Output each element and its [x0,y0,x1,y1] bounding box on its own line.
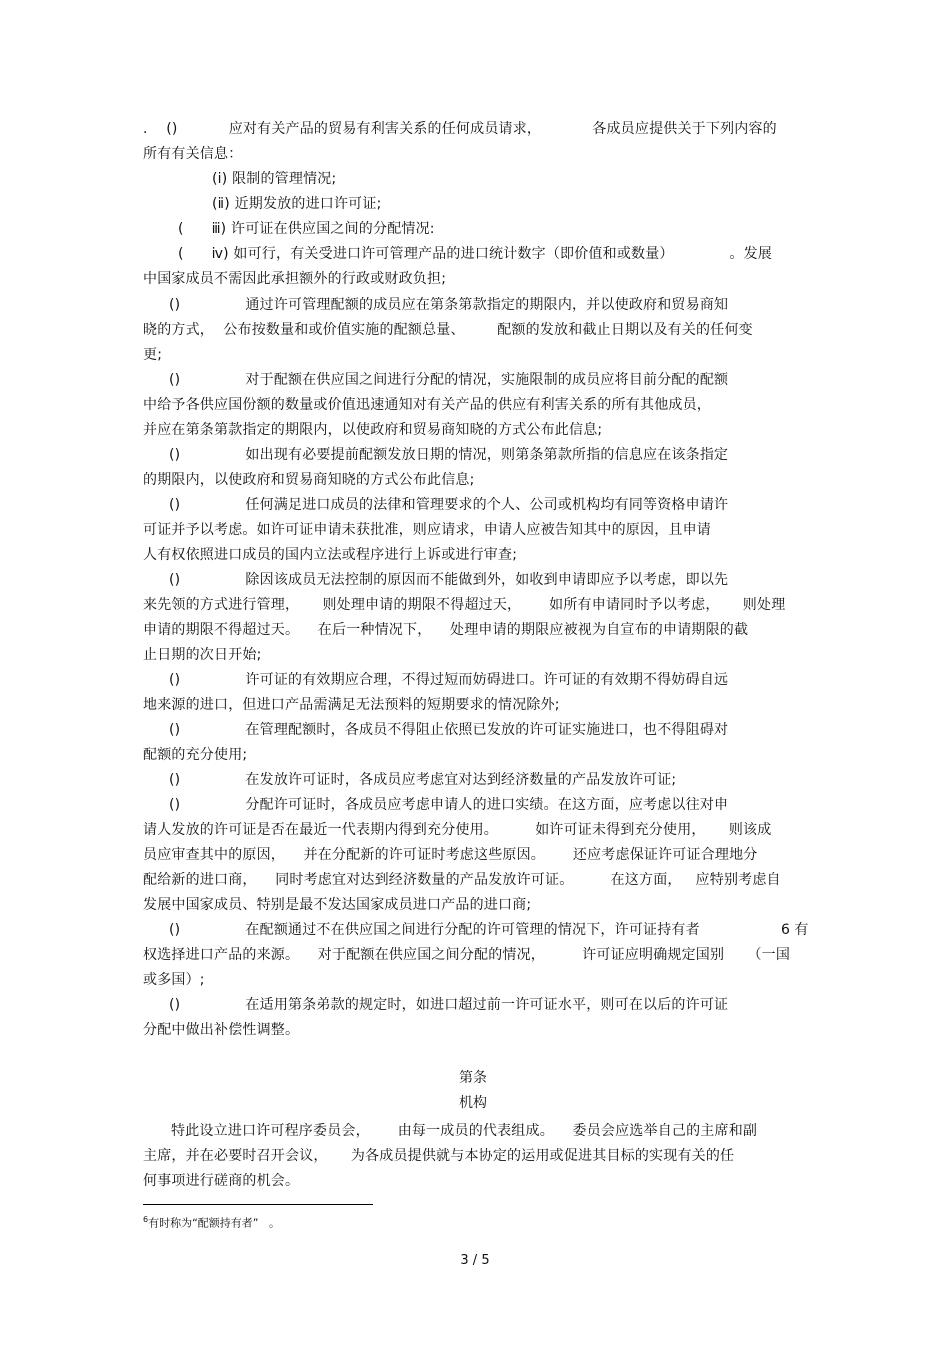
body-line: 主席，并在必要时召开会议， 为各成员提供就与本协定的运用或促进其目标的实现有关的任 [143,1148,735,1164]
page-number: 3 / 5 [460,1253,490,1268]
body-line: 配额的充分使用; [143,747,248,763]
body-line: 并应在第条第款指定的期限内，以使政府和贸易商知晓的方式公布此信息; [143,422,603,438]
body-line: () 任何满足进口成员的法律和管理要求的个人、公司或机构均有同等资格申请许 [169,497,729,513]
body-line: () 在配额通过不在供应国之间进行分配的许可管理的情况下，许可证持有者 [169,922,700,938]
body-line: () 分配许可证时，各成员应考虑申请人的进口实绩。在这方面，应考虑以往对申 [169,797,729,813]
body-line: 何事项进行磋商的机会。 [143,1173,300,1189]
body-line: ( ⅳ) 如可行，有关受进口许可管理产品的进口统计数字（即价值和或数量） 。发展 [178,246,773,262]
body-line: 发展中国家成员、特别是最不发达国家成员进口产品的进口商; [143,897,532,913]
article-heading: 第条 [459,1070,487,1086]
body-line: 人有权依照进口成员的国内立法或程序进行上诉或进行审查; [143,547,518,563]
body-line: ( ⅲ) 许可证在供应国之间的分配情况: [178,221,435,237]
body-line: 中给予各供应国份额的数量或价值迅速通知对有关产品的供应有利害关系的所有其他成员， [143,397,711,413]
body-line: 所有有关信息： [143,146,243,162]
body-line: () 在发放许可证时，各成员应考虑宜对达到经济数量的产品发放许可证; [169,772,677,788]
body-line: 的期限内，以使政府和贸易商知晓的方式公布此信息; [143,472,475,488]
body-line: 可证并予以考虑。如许可证申请未获批准，则应请求，申请人应被告知其中的原因，且申请 [143,522,711,538]
body-line: () 对于配额在供应国之间进行分配的情况，实施限制的成员应将目前分配的配额 [169,372,729,388]
body-line: () 如出现有必要提前配额发放日期的情况，则第条第款所指的信息应在该条指定 [169,447,729,463]
footnote-number: 6 [143,1215,149,1224]
footnote [143,1213,280,1231]
article-title: 机构 [459,1095,487,1111]
body-line: 或多国）; [143,972,205,988]
body-line: 请人发放的许可证是否在最近一代表期内得到充分使用。 如许可证未得到充分使用， 则该成 [143,822,772,838]
body-line: 特此设立进口许可程序委员会， 由每一成员的代表组成。 委员会应选举自己的主席和副 [171,1123,758,1139]
body-line: 权选择进口产品的来源。 对于配额在供应国之间分配的情况， 许可证应明确规定国别 （一国 [143,947,791,963]
footnote-reference: 6 有 [781,922,809,938]
body-line: 配给新的进口商， 同时考虑宜对达到经济数量的产品发放许可证。 在这方面， 应特别考虑自 [143,872,781,888]
body-line: 更; [143,347,163,363]
body-line: () 除因该成员无法控制的原因而不能做到外，如收到申请即应予以考虑，即以先 [169,572,729,588]
body-line: 分配中做出补偿性调整。 [143,1022,300,1038]
body-line: () 许可证的有效期应合理，不得过短而妨碍进口。许可证的有效期不得妨碍自远 [169,672,729,688]
body-line: . () 应对有关产品的贸易有利害关系的任何成员请求， 各成员应提供关于下列内容的 [143,121,777,137]
body-line: () 在管理配额时，各成员不得阻止依照已发放的许可证实施进口，也不得阻碍对 [169,722,729,738]
body-line: 员应审查其中的原因， 并在分配新的许可证时考虑这些原因。 还应考虑保证许可证合理地分 [143,847,758,863]
body-line: 晓的方式， 公布按数量和或价值实施的配额总量、 配额的发放和截止日期以及有关的任何变 [143,322,753,338]
footnote-divider [143,1204,373,1205]
body-line: 来先领的方式进行管理， 则处理申请的期限不得超过天， 如所有申请同时予以考虑， 则处理 [143,597,786,613]
body-line: (ⅱ) 近期发放的进口许可证; [212,196,382,212]
footnote-text: 有时称为“配额持有者” 。 [148,1216,280,1230]
body-line: 申请的期限不得超过天。 在后一种情况下， 处理申请的期限应被视为自宣布的申请期限的截 [143,622,749,638]
body-line: 地来源的进口，但进口产品需满足无法预料的短期要求的情况除外; [143,697,560,713]
body-line: () 通过许可管理配额的成员应在第条第款指定的期限内，并以使政府和贸易商知 [169,297,729,313]
body-line: 止日期的次日开始; [143,647,262,663]
body-line: (ⅰ) 限制的管理情况; [212,171,337,187]
body-line: () 在适用第条弟款的规定时，如进口超过前一许可证水平，则可在以后的许可证 [169,997,729,1013]
body-line: 中国家成员不需因此承担额外的行政或财政负担; [143,271,447,287]
